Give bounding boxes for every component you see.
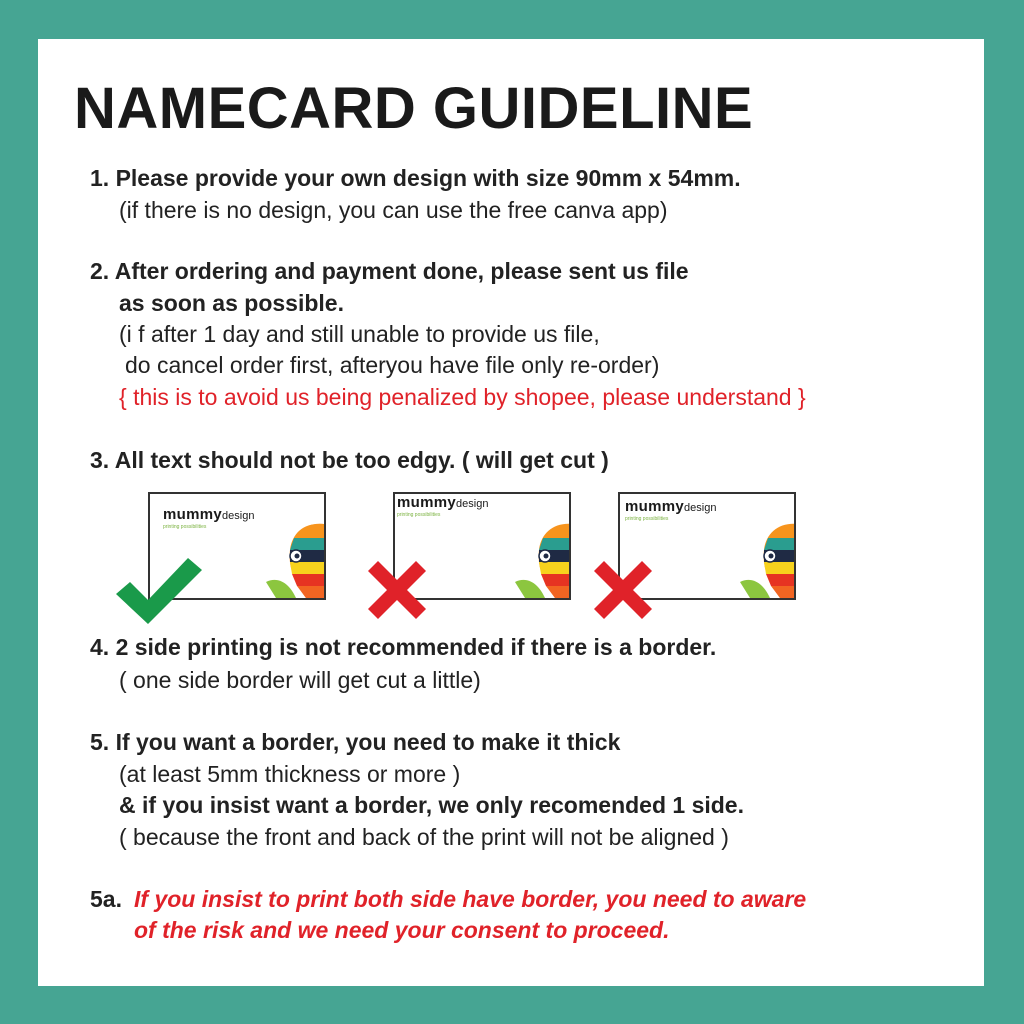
brand-logo: mummydesign printing possibilities	[625, 498, 717, 522]
item-4-heading: 4. 2 side printing is not recommended if there is a border.	[90, 634, 717, 660]
item-5a-warning-cont: of the risk and we need your consent to proceed.	[134, 917, 670, 943]
cross-icon	[364, 557, 430, 623]
parrot-icon	[266, 520, 324, 598]
item-3-heading: 3. All text should not be too edgy. ( will get cut )	[90, 447, 609, 473]
parrot-icon	[740, 520, 796, 598]
item-1-heading: 1. Please provide your own design with size 90mm x 54mm.	[90, 165, 741, 191]
item-4-note: ( one side border will get cut a little)	[119, 667, 481, 693]
parrot-icon	[515, 520, 571, 598]
item-5-note: (at least 5mm thickness or more )	[119, 761, 461, 787]
item-5a-label: 5a.	[90, 886, 122, 912]
item-5-subheading: & if you insist want a border, we only recomended 1 side.	[119, 792, 744, 818]
item-5a-warning: If you insist to print both side have border, you need to aware	[134, 886, 807, 912]
item-2-warning: { this is to avoid us being penalized by shopee, please understand }	[119, 384, 806, 410]
brand-logo: mummydesign printing possibilities	[163, 506, 255, 530]
item-5-heading: 5. If you want a border, you need to make it thick	[90, 729, 621, 755]
page-title: NAMECARD GUIDELINE	[74, 76, 754, 141]
item-1-note: (if there is no design, you can use the free canva app)	[119, 197, 668, 223]
guideline-sheet	[38, 39, 984, 986]
check-icon	[112, 554, 204, 626]
item-2-note-cont: do cancel order first, afteryou have file only re-order)	[125, 352, 660, 378]
item-2-heading-cont: as soon as possible.	[119, 290, 344, 316]
item-2-heading: 2. After ordering and payment done, please sent us file	[90, 258, 689, 284]
item-5-note-2: ( because the front and back of the print will not be aligned )	[119, 824, 729, 850]
brand-logo: mummydesign printing possibilities	[397, 494, 489, 518]
cross-icon	[590, 557, 656, 623]
item-2-note: (i f after 1 day and still unable to provide us file,	[119, 321, 600, 347]
